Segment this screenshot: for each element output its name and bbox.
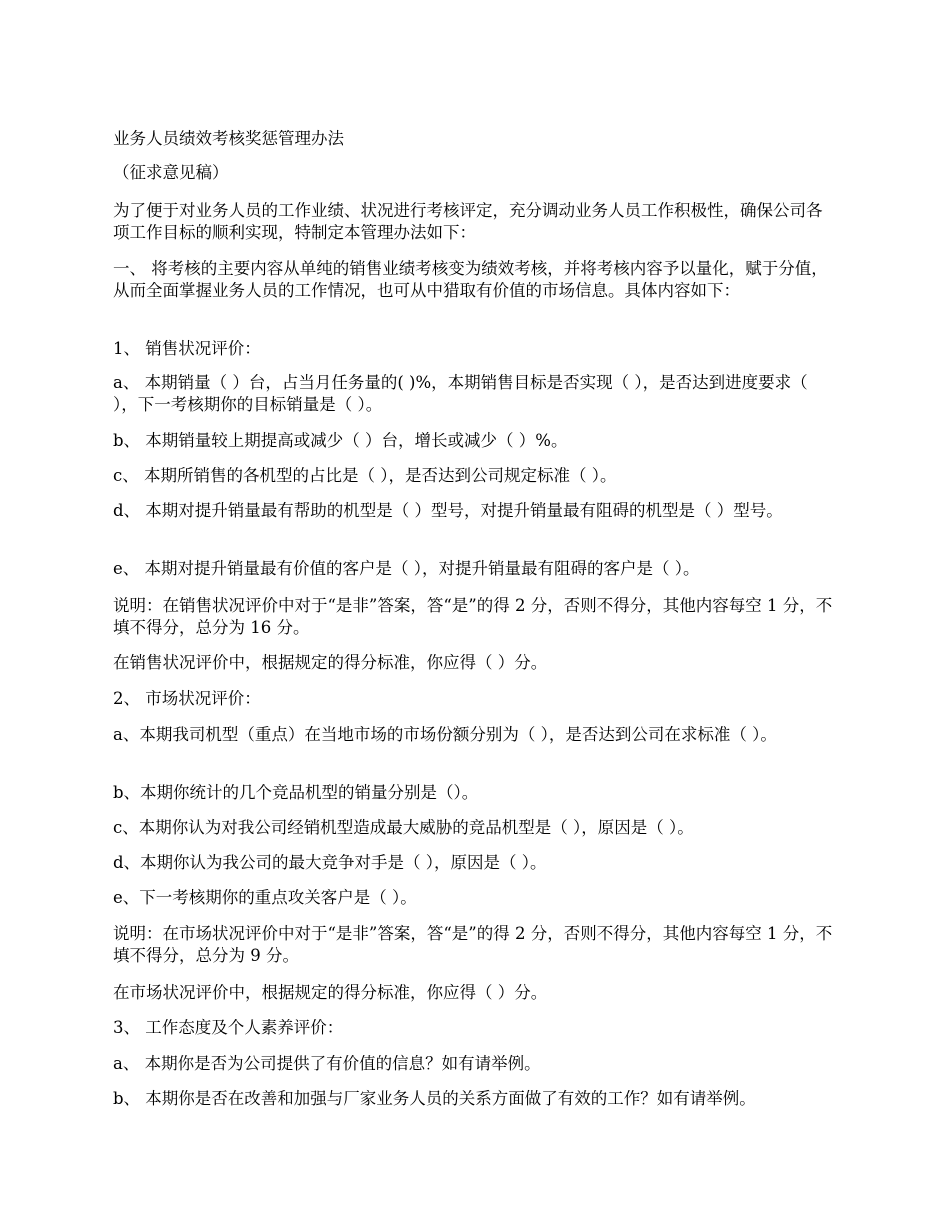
sales-item-e: e、 本期对提升销量最有价值的客户是（ ），对提升销量最有阻碍的客户是（ ）。	[113, 559, 700, 578]
market-note: 说明：在市场状况评价中对于“是非”答案，答“是”的得 2 分，否则不得分，其他内容每空 1 分，不填不得分，总分为 9 分。	[113, 924, 833, 965]
attitude-item-a: a、 本期你是否为公司提供了有价值的信息？如有请举例。	[113, 1054, 541, 1073]
sales-item-a: a、 本期销量（ ）台，占当月任务量的( )%，本期销售目标是否实现（ ），是否达到进度要求（ ），下一考核期你的目标销量是（ ）。	[113, 373, 808, 414]
sales-item-b: b、 本期销量较上期提高或减少（ ）台，增长或减少（ ）%。	[113, 431, 568, 450]
sales-heading: 1、 销售状况评价：	[113, 339, 261, 358]
market-item-a: a、本期我司机型（重点）在当地市场的市场份额分别为（ ），是否达到公司在求标准（ ）。	[113, 725, 777, 744]
document-title: 业务人员绩效考核奖惩管理办法	[113, 129, 344, 148]
market-item-b: b、本期你统计的几个竞品机型的销量分别是（）。	[113, 783, 479, 802]
sales-item-d: d、 本期对提升销量最有帮助的机型是（ ）型号，对提升销量最有阻碍的机型是（ ）型号。	[113, 501, 783, 520]
market-item-e: e、下一考核期你的重点攻关客户是（ ）。	[113, 888, 417, 907]
sales-note: 说明：在销售状况评价中对于“是非”答案，答“是”的得 2 分，否则不得分，其他内容每空 1 分，不填不得分，总分为 16 分。	[113, 596, 833, 637]
section-one-paragraph: 一、 将考核的主要内容从单纯的销售业绩考核变为绩效考核，并将考核内容予以量化，赋于分值，从而全面掌握业务人员的工作情况，也可从中猎取有价值的市场信息。具体内容如下：	[113, 259, 828, 300]
intro-paragraph: 为了便于对业务人员的工作业绩、状况进行考核评定，充分调动业务人员工作积极性，确保公司各项工作目标的顺利实现，特制定本管理办法如下：	[113, 201, 823, 242]
market-heading: 2、 市场状况评价：	[113, 689, 261, 708]
attitude-item-b: b、 本期你是否在改善和加强与厂家业务人员的关系方面做了有效的工作？如有请举例。	[113, 1089, 756, 1108]
sales-item-c: c、 本期所销售的各机型的占比是（ ），是否达到公司规定标准（ ）。	[113, 466, 617, 485]
attitude-heading: 3、 工作态度及个人素养评价：	[113, 1018, 344, 1037]
market-item-d: d、本期你认为我公司的最大竞争对手是（ ），原因是（ ）。	[113, 853, 547, 872]
market-score: 在市场状况评价中，根据规定的得分标准，你应得（ ）分。	[113, 983, 548, 1002]
document-subtitle: （征求意见稿）	[113, 163, 229, 182]
sales-score: 在销售状况评价中，根据规定的得分标准，你应得（ ）分。	[113, 653, 548, 672]
market-item-c: c、本期你认为对我公司经销机型造成最大威胁的竞品机型是（ ），原因是（ ）。	[113, 818, 694, 837]
